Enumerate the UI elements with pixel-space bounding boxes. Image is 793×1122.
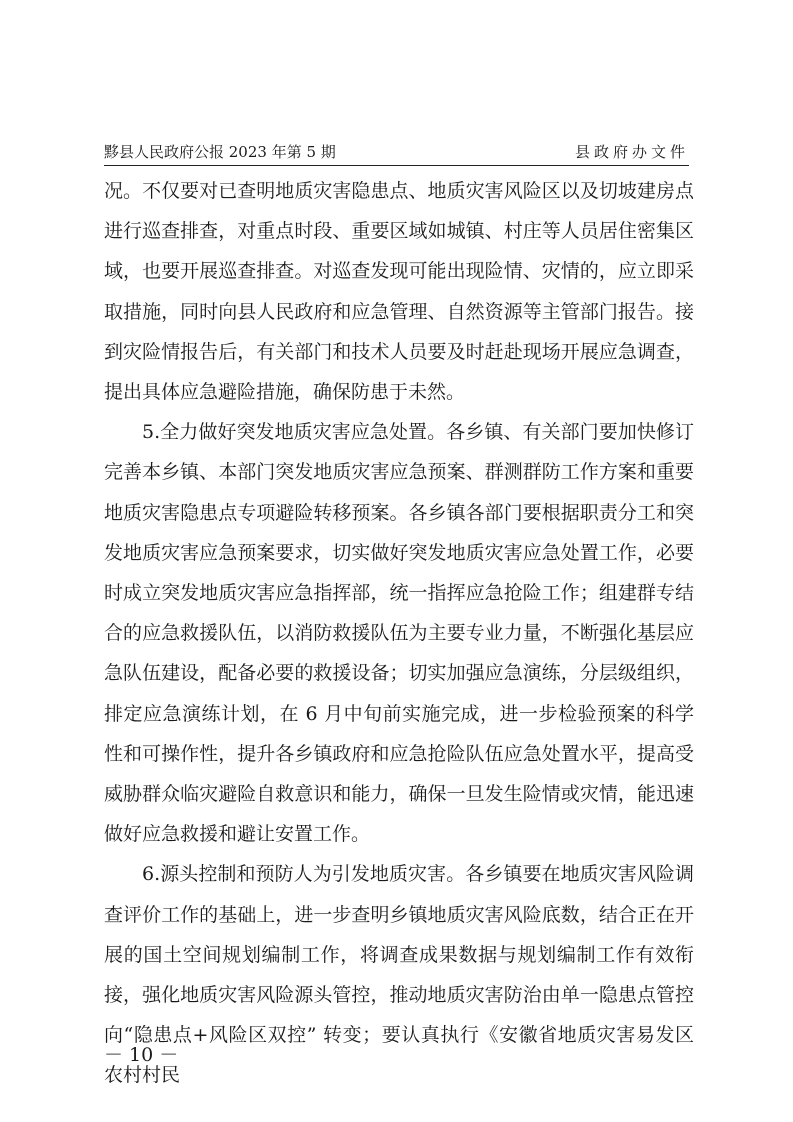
paragraph-item-6: 6.源头控制和预防人为引发地质灾害。各乡镇要在地质灾害风险调查评价工作的基础上，进一步查明乡镇地质灾害风险底数，结合正在开展的国土空间规划编制工作，将调查成果数据与规划编制工作有效衔接，强化地质灾害风险源头管控，推动地质灾害防治由单一隐患点管控向“隐患点+风险区双控” 转变；要认真执行《安徽省地质灾害易发区农村村民	[104, 863, 694, 1087]
page-number: － 10 －	[104, 1044, 179, 1066]
document-category: 县政府办文件	[574, 143, 689, 161]
document-body	[104, 171, 694, 1096]
running-header	[104, 141, 689, 166]
paragraph-item-5: 5.全力做好突发地质灾害应急处置。各乡镇、有关部门要加快修订完善本乡镇、本部门突发地质灾害应急预案、群测群防工作方案和重要地质灾害隐患点专项避险转移预案。各乡镇各部门要根据职责分工和突发地质灾害应急预案要求，切实做好突发地质灾害应急处置工作，必要时成立突发地质灾害应急指挥部，统一指挥应急抢险工作；组建群专结合的应急救援队伍，以消防救援队伍为主要专业力量，不断强化基层应急队伍建设，配备必要的救援设备；切实加强应急演练，分层级组织，排定应急演练计划，在 6 月中旬前实施完成，进一步检验预案的科学性和可操作性，提升各乡镇政府和应急抢险队伍应急处置水平，提高受威胁群众临灾避险自救意识和能力，确保一旦发生险情或灾情，能迅速做好应急救援和避让安置工作。	[104, 421, 694, 846]
paragraph-continued: 况。不仅要对已查明地质灾害隐患点、地质灾害风险区以及切坡建房点进行巡查排查，对重点时段、重要区域如城镇、村庄等人员居住密集区域，也要开展巡查排查。对巡查发现可能出现险情、灾情的，应立即采取措施，同时向县人民政府和应急管理、自然资源等主管部门报告。接到灾险情报告后，有关部门和技术人员要及时赶赴现场开展应急调查，提出具体应急避险措施，确保防患于未然。	[104, 180, 694, 404]
gazette-title: 黟县人民政府公报 2023 年第 5 期	[104, 143, 336, 161]
